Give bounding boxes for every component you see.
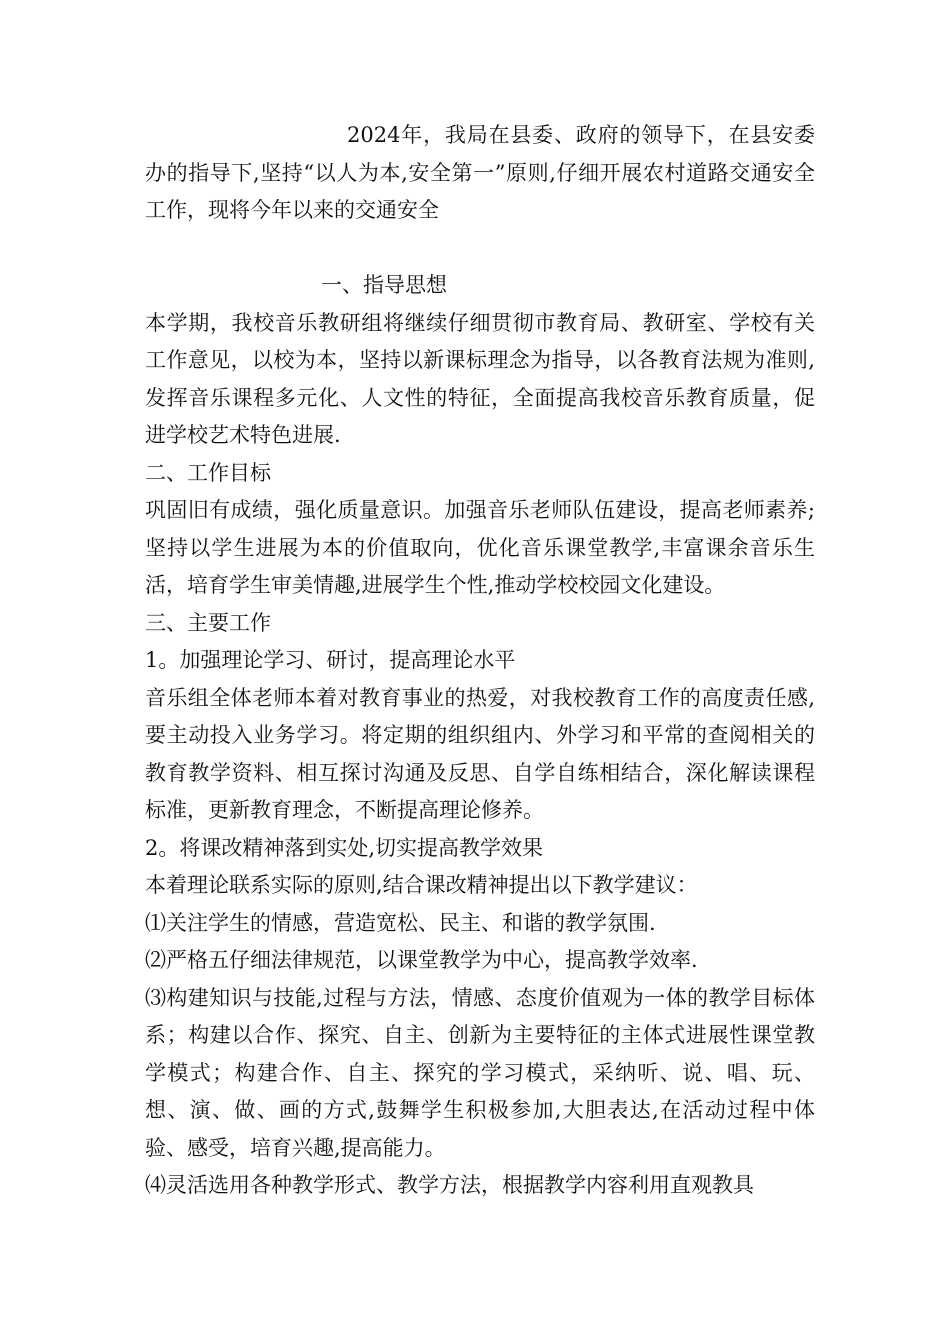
suggestion-item: ⑵严格五仔细法律规范，以课堂教学为中心，提高教学效率. — [145, 948, 698, 972]
item-heading-theory-study: 1。加强理论学习、研讨，提高理论水平 — [145, 648, 516, 672]
paragraph-gap — [145, 230, 815, 268]
suggestion-item: ⑶构建知识与技能,过程与方法，情感、态度价值观为一体的教学目标体系；构建以合作、探究、自主、创新为主要特征的主体式进展性课堂教学模式；构建合作、自主、探究的学习模式，采纳听、说、唱、玩、想、演、做、画的方式,鼓舞学生积极参加,大胆表达,在活动过程中体验、感受，培育兴趣,提高能力。 — [145, 985, 815, 1160]
suggestion-item: ⑷灵活选用各种教学形式、教学方法，根据教学内容利用直观教具 — [145, 1173, 754, 1197]
item-body-theory-study: 音乐组全体老师本着对教育事业的热爱，对我校教育工作的高度责任感,要主动投入业务学习。将定期的组织组内、外学习和平常的查阅相关的教育教学资料、相互探讨沟通及反思、自学自练相结合，深化解读课程标准，更新教育理念，不断提高理论修养。 — [145, 685, 815, 822]
section-body-work-goals: 巩固旧有成绩，强化质量意识。加强音乐老师队伍建设，提高老师素养;坚持以学生进展为本的价值取向，优化音乐课堂教学,丰富课余音乐生活，培育学生审美情趣,进展学生个性,推动学校校园文化建设。 — [145, 498, 815, 597]
section-heading-guiding-ideology: 一、指导思想 — [321, 273, 447, 297]
intro-paragraph: 2024年，我局在县委、政府的领导下，在县安委办的指导下,坚持“以人为本,安全第一”原则,仔细开展农村道路交通安全工作，现将今年以来的交通安全 — [145, 123, 815, 222]
document-page — [145, 117, 815, 1205]
item-heading-curriculum-reform: 2。将课改精神落到实处,切实提高教学效果 — [145, 835, 544, 860]
section-body-guiding-ideology: 本学期，我校音乐教研组将继续仔细贯彻市教育局、教研室、学校有关工作意见，以校为本，坚持以新课标理念为指导，以各教育法规为准则,发挥音乐课程多元化、人文性的特征，全面提高我校音乐教育质量，促进学校艺术特色进展. — [145, 310, 815, 447]
suggestion-item: ⑴关注学生的情感，营造宽松、民主、和谐的教学氛围. — [145, 910, 656, 935]
item-intro-teaching-suggestions: 本着理论联系实际的原则,结合课改精神提出以下教学建议： — [145, 873, 698, 897]
section-heading-main-work: 三、主要工作 — [145, 610, 271, 635]
section-heading-work-goals: 二、工作目标 — [145, 460, 271, 485]
